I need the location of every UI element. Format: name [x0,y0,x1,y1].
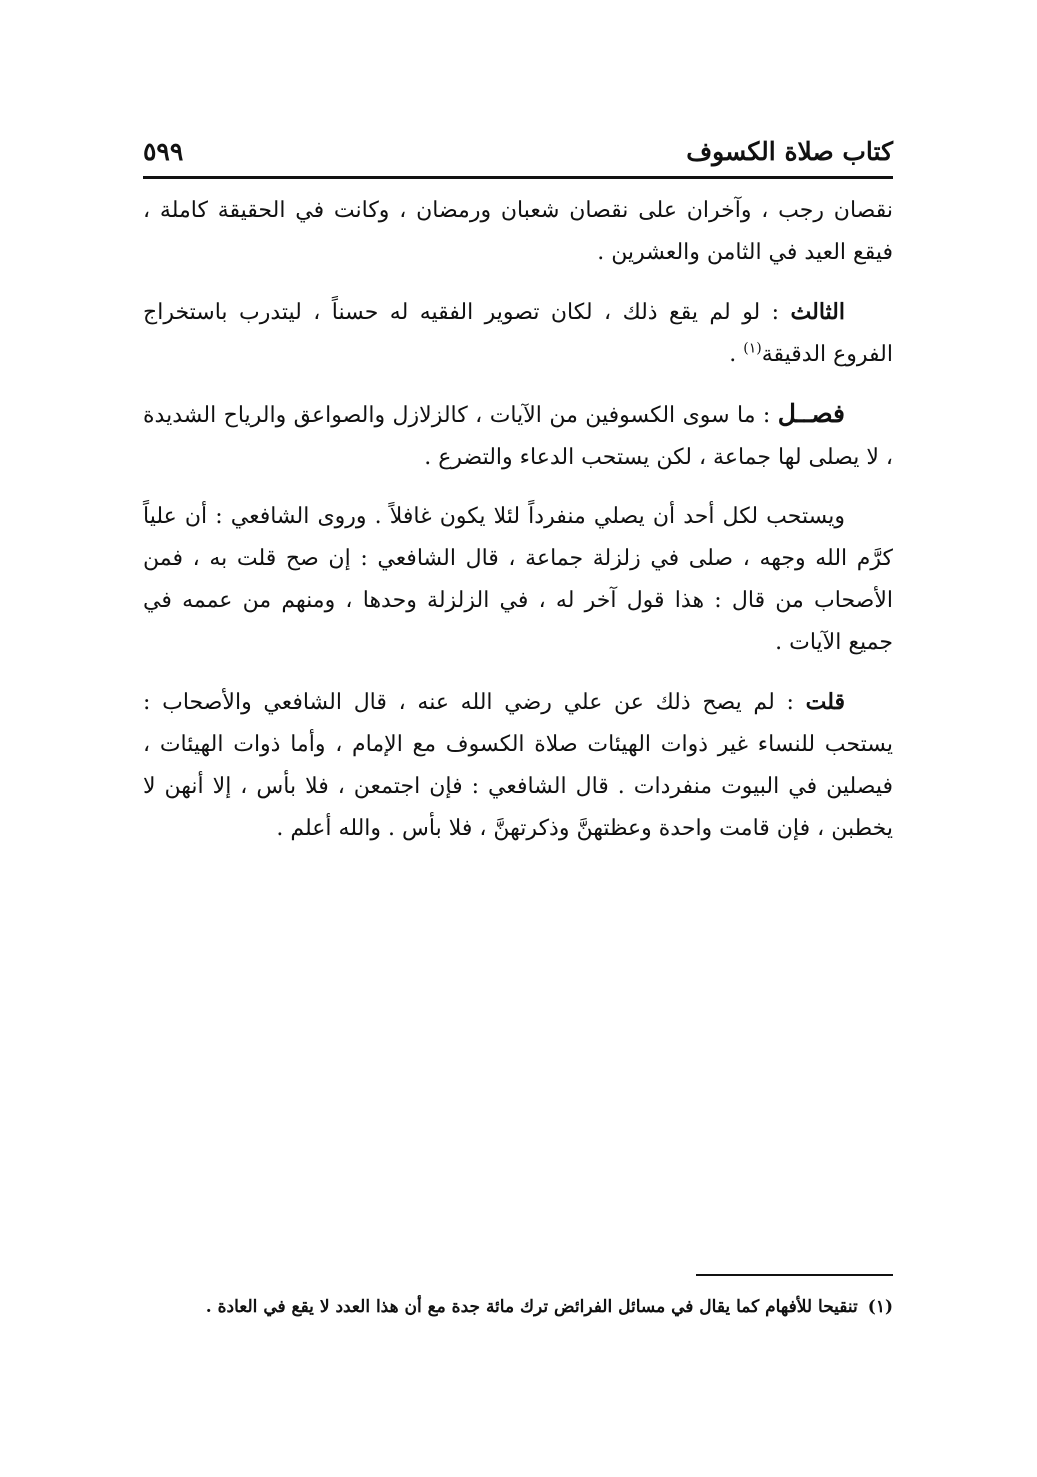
page-number: ٥٩٩ [143,137,184,166]
paragraph-qultu [143,681,893,850]
paragraph-tail: . [729,342,744,367]
footnote-reference[interactable]: (١) [743,340,762,357]
footnote-marker: (١) [867,1297,893,1317]
paragraph-text: : لو لم يقع ذلك ، لكان تصوير الفقيه له حسناً ، ليتدرب باستخراج الفروع الدقيقة [143,300,893,367]
paragraph-lead-word: الثالث [790,299,845,325]
paragraph-text: ويستحب لكل أحد أن يصلي منفرداً لئلا يكون غافلاً . وروى الشافعي : أن علياً كرَّم الله وجهه ، صلى في زلزلة جماعة ، قال الشافعي : إن صح قلت به ، فمن الأصحاب من قال : هذا قول آخر له ، في الزلزلة وحدها ، ومنهم من عممه في جميع الآيات . [143,504,893,655]
paragraph-text: نقصان رجب ، وآخران على نقصان شعبان ورمضان ، وكانت في الحقيقة كاملة ، فيقع العيد في الثامن والعشرين . [143,198,893,265]
header-rule [143,176,893,179]
paragraph-text: : لم يصح ذلك عن علي رضي الله عنه ، قال الشافعي والأصحاب : يستحب للنساء غير ذوات الهيئات صلاة الكسوف مع الإمام ، وأما ذوات الهيئات ، فيصلين في البيوت منفردات . قال الشافعي : فإن اجتمعن ، فلا بأس ، إلا أنهن لا يخطبن ، فإن قامت واحدة وعظتهنَّ وذكرتهنَّ ، فلا بأس . والله أعلم . [143,690,893,841]
chapter-title: كتاب صلاة الكسوف [686,137,893,166]
footnote [143,1290,893,1324]
footnote-rule [696,1274,893,1276]
paragraph-text: : ما سوى الكسوفين من الآيات ، كالزلازل والصواعق والرياح الشديدة ، لا يصلى لها جماعة ، لكن يستحب الدعاء والتضرع . [143,403,893,470]
running-header [143,132,893,172]
paragraph-shafii [143,496,893,664]
paragraph-continuation [143,190,893,274]
paragraph-lead-word: قلت [805,689,845,715]
footnote-text: تنقيحا للأفهام كما يقال في مسائل الفرائض ترك مائة جدة مع أن هذا العدد لا يقع في العادة . [205,1297,858,1317]
paragraph-section [143,393,893,479]
main-text [143,190,893,867]
section-heading-word: فصــل [777,399,845,428]
paragraph-third [143,291,893,376]
